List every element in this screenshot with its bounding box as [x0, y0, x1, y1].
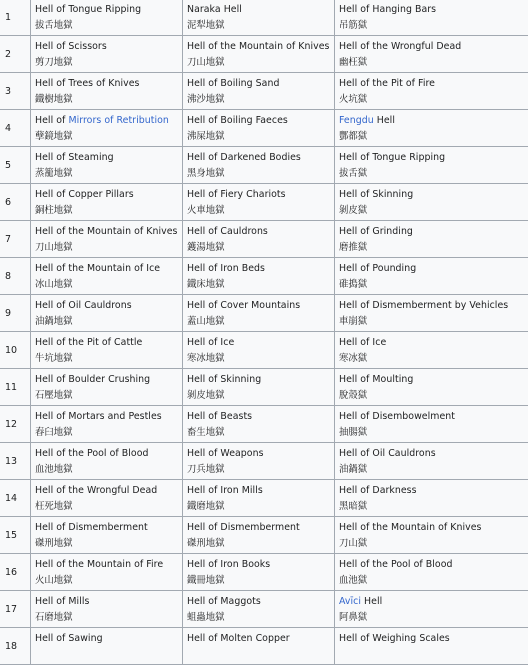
table-cell: [183, 73, 335, 110]
table-cell: [31, 554, 183, 591]
hell-name-english: Hell of Copper Pillars: [31, 184, 182, 201]
table-cell: [335, 369, 528, 406]
hell-name-chinese: 拔舌地獄: [31, 16, 182, 32]
row-number: 1: [0, 0, 31, 36]
table-cell: [31, 480, 183, 517]
hell-name-chinese: 磔刑地獄: [183, 534, 334, 550]
table-cell: [31, 184, 183, 221]
row-number: 17: [0, 591, 31, 628]
hell-name-english: Hell of Pounding: [335, 258, 528, 275]
hell-name-chinese: 刀山地獄: [183, 53, 334, 69]
row-number: 12: [0, 406, 31, 443]
table-cell: [183, 147, 335, 184]
row-number: 13: [0, 443, 31, 480]
hell-name-english: Hell of Skinning: [335, 184, 528, 201]
table-cell: [335, 295, 528, 332]
table-cell: [183, 258, 335, 295]
hell-name-english: Hell of Molten Copper: [183, 628, 334, 645]
hell-name-chinese: [31, 645, 182, 649]
hell-name-prefix: Hell of: [35, 115, 68, 126]
hell-name-chinese: 冰山地獄: [31, 275, 182, 291]
hell-name-chinese: 鐵床地獄: [183, 275, 334, 291]
hell-name-chinese: 碓搗獄: [335, 275, 528, 291]
hell-name-chinese: 舂臼地獄: [31, 423, 182, 439]
table-cell: [183, 184, 335, 221]
hell-name-english: Hell of the Wrongful Dead: [335, 36, 528, 53]
table-cell: [183, 332, 335, 369]
hell-name-english: Hell of the Mountain of Fire: [31, 554, 182, 571]
hell-name-english: Hell of Darkened Bodies: [183, 147, 334, 164]
hell-name-chinese: 油鍋獄: [335, 460, 528, 476]
hell-name-english: [31, 110, 182, 127]
table-cell: [183, 110, 335, 147]
hell-name-chinese: 刀山獄: [335, 534, 528, 550]
table-cell: [335, 184, 528, 221]
hell-name-chinese: 鐵冊地獄: [183, 571, 334, 587]
row-number: 6: [0, 184, 31, 221]
hell-name-english: Hell of the Wrongful Dead: [31, 480, 182, 497]
hell-name-chinese: 拔舌獄: [335, 164, 528, 180]
table-row: [0, 221, 528, 258]
table-row: [0, 443, 528, 480]
hell-name-chinese: 枉死地獄: [31, 497, 182, 513]
table-row: [0, 36, 528, 73]
hell-name-english: Hell of Mortars and Pestles: [31, 406, 182, 423]
hell-name-chinese: 沸沙地獄: [183, 90, 334, 106]
table-cell: [335, 258, 528, 295]
hell-name-chinese: 抽腸獄: [335, 423, 528, 439]
table-cell: [31, 73, 183, 110]
hell-name-english: [335, 110, 528, 127]
hell-name-suffix: Hell: [361, 596, 382, 607]
hell-name-chinese: 刀兵地獄: [183, 460, 334, 476]
table-cell: [183, 36, 335, 73]
hell-name-english: Hell of Hanging Bars: [335, 0, 528, 16]
row-number: 7: [0, 221, 31, 258]
table-cell: [335, 480, 528, 517]
row-number: 8: [0, 258, 31, 295]
hell-name-link[interactable]: Avīci: [339, 596, 361, 607]
table-row: [0, 258, 528, 295]
hell-name-chinese: 蓋山地獄: [183, 312, 334, 328]
hell-name-chinese: [335, 645, 528, 649]
hell-name-chinese: 牛坑地獄: [31, 349, 182, 365]
table-cell: [335, 36, 528, 73]
table-cell: [31, 36, 183, 73]
table-row: [0, 591, 528, 628]
table-row: [0, 517, 528, 554]
table-cell: [183, 221, 335, 258]
row-number: 11: [0, 369, 31, 406]
hell-name-english: Hell of the Mountain of Knives: [335, 517, 528, 534]
table-cell: [183, 443, 335, 480]
row-number: 4: [0, 110, 31, 147]
hell-name-chinese: 火山地獄: [31, 571, 182, 587]
table-cell: [183, 369, 335, 406]
row-number: 18: [0, 628, 31, 665]
row-number: 3: [0, 73, 31, 110]
table-cell: [183, 406, 335, 443]
hell-name-chinese: 火坑獄: [335, 90, 528, 106]
table-row: [0, 73, 528, 110]
hell-name-english: Hell of the Pit of Fire: [335, 73, 528, 90]
table-row: [0, 369, 528, 406]
table-cell: [335, 332, 528, 369]
table-cell: [183, 295, 335, 332]
table-cell: [31, 147, 183, 184]
table-cell: [31, 628, 183, 665]
hell-name-english: Hell of Ice: [335, 332, 528, 349]
hell-name-english: Hell of Iron Books: [183, 554, 334, 571]
hell-name-chinese: 泥犁地獄: [183, 16, 334, 32]
table-cell: [335, 221, 528, 258]
hell-name-english: Hell of Trees of Knives: [31, 73, 182, 90]
table-cell: [183, 0, 335, 36]
hell-name-english: [335, 591, 528, 608]
table-cell: [31, 332, 183, 369]
table-cell: [31, 0, 183, 36]
hell-name-english: Hell of Darkness: [335, 480, 528, 497]
table-cell: [31, 221, 183, 258]
hell-name-chinese: 剪刀地獄: [31, 53, 182, 69]
hell-name-chinese: 剝皮地獄: [183, 386, 334, 402]
hell-name-english: Hell of Boiling Sand: [183, 73, 334, 90]
row-number: 2: [0, 36, 31, 73]
hell-name-english: Hell of Tongue Ripping: [31, 0, 182, 16]
hell-name-chinese: [183, 645, 334, 649]
table-row: [0, 480, 528, 517]
hell-name-chinese: 血池獄: [335, 571, 528, 587]
hell-name-chinese: 石磨地獄: [31, 608, 182, 624]
hell-name-chinese: 黑暗獄: [335, 497, 528, 513]
hell-name-chinese: 石壓地獄: [31, 386, 182, 402]
hell-name-english: Hell of the Mountain of Ice: [31, 258, 182, 275]
hell-name-english: Hell of the Pit of Cattle: [31, 332, 182, 349]
hell-name-english: Hell of the Pool of Blood: [31, 443, 182, 460]
hell-name-english: Hell of the Pool of Blood: [335, 554, 528, 571]
table-cell: [31, 110, 183, 147]
table-cell: [335, 443, 528, 480]
hell-name-chinese: 吊筋獄: [335, 16, 528, 32]
table-cell: [335, 591, 528, 628]
hell-name-chinese: 鑊湯地獄: [183, 238, 334, 254]
hell-name-english: Hell of Grinding: [335, 221, 528, 238]
hell-name-english: Hell of Dismemberment: [183, 517, 334, 534]
hell-name-english: Hell of Cauldrons: [183, 221, 334, 238]
table-row: [0, 332, 528, 369]
hell-name-chinese: 黑身地獄: [183, 164, 334, 180]
hell-name-english: Hell of Skinning: [183, 369, 334, 386]
hell-name-link[interactable]: Mirrors of Retribution: [68, 115, 168, 126]
table-row: [0, 628, 528, 665]
hell-name-english: Hell of the Mountain of Knives: [31, 221, 182, 238]
table-cell: [31, 443, 183, 480]
hell-name-english: Hell of Weapons: [183, 443, 334, 460]
hell-name-chinese: 刀山地獄: [31, 238, 182, 254]
hell-name-chinese: 孽鏡地獄: [31, 127, 182, 143]
hell-name-chinese: 磔刑地獄: [31, 534, 182, 550]
table-cell: [335, 628, 528, 665]
hell-name-chinese: 蒸籠地獄: [31, 164, 182, 180]
hell-name-english: Hell of Iron Beds: [183, 258, 334, 275]
hell-name-english: Hell of Fiery Chariots: [183, 184, 334, 201]
table-cell: [335, 554, 528, 591]
row-number: 5: [0, 147, 31, 184]
hell-name-english: Hell of Dismemberment by Vehicles: [335, 295, 528, 312]
row-number: 16: [0, 554, 31, 591]
row-number: 9: [0, 295, 31, 332]
hell-name-chinese: 脫殼獄: [335, 386, 528, 402]
hell-name-english: Hell of Oil Cauldrons: [335, 443, 528, 460]
hell-name-chinese: 沸屎地獄: [183, 127, 334, 143]
hell-name-english: Hell of Mills: [31, 591, 182, 608]
hell-name-english: Hell of Sawing: [31, 628, 182, 645]
table-cell: [335, 147, 528, 184]
table-row: [0, 110, 528, 147]
hell-name-english: Hell of Moulting: [335, 369, 528, 386]
hell-name-english: Hell of Boulder Crushing: [31, 369, 182, 386]
hell-name-chinese: 油鍋地獄: [31, 312, 182, 328]
table-row: [0, 147, 528, 184]
hell-name-chinese: 鐵磨地獄: [183, 497, 334, 513]
hell-name-english: Hell of Cover Mountains: [183, 295, 334, 312]
table-cell: [31, 591, 183, 628]
hell-name-chinese: 鐵樹地獄: [31, 90, 182, 106]
table-row: [0, 406, 528, 443]
hell-name-english: Hell of Iron Mills: [183, 480, 334, 497]
hell-name-english: Hell of Scissors: [31, 36, 182, 53]
table-cell: [31, 295, 183, 332]
hell-name-english: Naraka Hell: [183, 0, 334, 16]
hell-name-chinese: 火車地獄: [183, 201, 334, 217]
hell-name-chinese: 剝皮獄: [335, 201, 528, 217]
hell-name-chinese: 磨推獄: [335, 238, 528, 254]
hell-name-chinese: 蛆蟲地獄: [183, 608, 334, 624]
row-number: 10: [0, 332, 31, 369]
hell-name-chinese: 幽枉獄: [335, 53, 528, 69]
table-cell: [183, 554, 335, 591]
hell-name-chinese: 寒冰獄: [335, 349, 528, 365]
table-cell: [183, 591, 335, 628]
table-cell: [31, 517, 183, 554]
hell-name-english: Hell of Maggots: [183, 591, 334, 608]
hell-name-chinese: 銅柱地獄: [31, 201, 182, 217]
hell-name-suffix: Hell: [374, 115, 395, 126]
hell-name-chinese: 血池地獄: [31, 460, 182, 476]
table-cell: [335, 517, 528, 554]
table-cell: [335, 110, 528, 147]
table-cell: [335, 406, 528, 443]
hell-name-english: Hell of Boiling Faeces: [183, 110, 334, 127]
table-cell: [183, 480, 335, 517]
hell-name-chinese: 畜生地獄: [183, 423, 334, 439]
hell-name-english: Hell of Steaming: [31, 147, 182, 164]
table-cell: [31, 258, 183, 295]
table-cell: [31, 406, 183, 443]
hell-name-english: Hell of Ice: [183, 332, 334, 349]
hell-name-chinese: 酆都獄: [335, 127, 528, 143]
row-number: 14: [0, 480, 31, 517]
table-cell: [31, 369, 183, 406]
hell-name-chinese: 車崩獄: [335, 312, 528, 328]
hell-name-english: Hell of Oil Cauldrons: [31, 295, 182, 312]
table-row: [0, 554, 528, 591]
hell-name-english: Hell of Tongue Ripping: [335, 147, 528, 164]
hell-name-english: Hell of Beasts: [183, 406, 334, 423]
table-cell: [335, 0, 528, 36]
table-row: [0, 184, 528, 221]
hell-name-link[interactable]: Fengdu: [339, 115, 374, 126]
hell-name-english: Hell of Weighing Scales: [335, 628, 528, 645]
hell-name-english: Hell of Dismemberment: [31, 517, 182, 534]
table-cell: [183, 628, 335, 665]
hell-name-chinese: 寒冰地獄: [183, 349, 334, 365]
table-row: [0, 295, 528, 332]
hell-name-english: Hell of Disembowelment: [335, 406, 528, 423]
table-row: [0, 0, 528, 36]
table-cell: [183, 517, 335, 554]
row-number: 15: [0, 517, 31, 554]
hell-name-english: Hell of the Mountain of Knives: [183, 36, 334, 53]
hell-name-chinese: 阿鼻獄: [335, 608, 528, 624]
table-cell: [335, 73, 528, 110]
